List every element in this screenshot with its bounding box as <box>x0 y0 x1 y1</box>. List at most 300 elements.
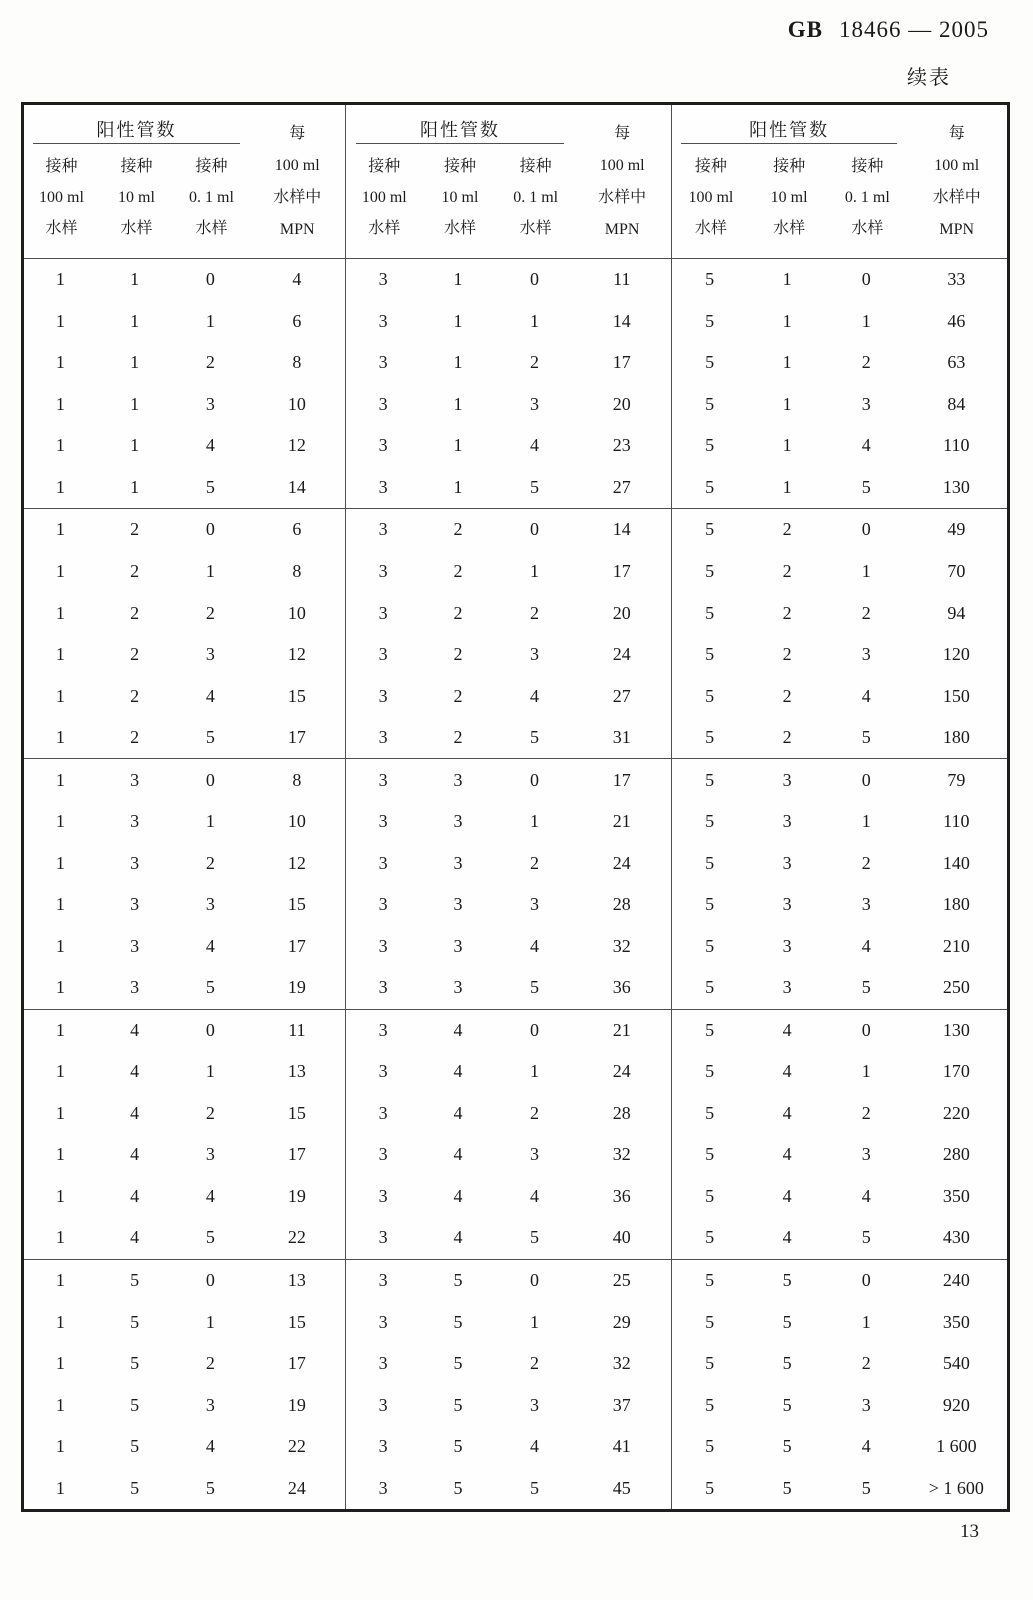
table-cell: 3 <box>782 894 792 915</box>
table-cell: 1 <box>55 644 65 665</box>
table-cell: 3 <box>205 1394 215 1415</box>
table-cell: 2 <box>205 1102 215 1123</box>
table-cell: 4 <box>130 1061 140 1082</box>
table-row <box>24 425 345 467</box>
table-row <box>346 758 670 801</box>
table-cell: 4 <box>861 1436 871 1457</box>
table-cell: 130 <box>942 1019 970 1040</box>
positive-tubes-header <box>672 105 907 258</box>
table-cell: 0 <box>205 1019 215 1040</box>
table-cell: 3 <box>378 1353 388 1374</box>
table-cell: 3 <box>130 894 140 915</box>
table-cell: 4 <box>530 435 540 456</box>
table-row <box>346 384 670 426</box>
table-cell: 5 <box>705 352 715 373</box>
table-cell: 3 <box>861 644 871 665</box>
table-row <box>672 1176 1007 1218</box>
table-row <box>24 551 345 593</box>
table-cell: 5 <box>530 1227 540 1248</box>
table-row <box>24 1051 345 1093</box>
table-cell: 22 <box>287 1227 306 1248</box>
table-row <box>24 259 345 301</box>
table-cell: 1 <box>55 519 65 540</box>
table-cell: 1 <box>530 1311 540 1332</box>
table-cell: 1 <box>55 1102 65 1123</box>
table-cell: 350 <box>942 1185 970 1206</box>
table-cell: 4 <box>530 685 540 706</box>
table-cell: 24 <box>612 644 631 665</box>
table-cell: 3 <box>378 1102 388 1123</box>
table-cell: 1 <box>55 1061 65 1082</box>
table-row <box>672 1093 1007 1135</box>
table-cell: 5 <box>130 1477 140 1498</box>
table-row <box>672 551 1007 593</box>
table-cell: 2 <box>130 602 140 623</box>
table-row <box>672 1384 1007 1426</box>
table-row <box>672 467 1007 509</box>
table-row <box>346 926 670 968</box>
table-cell: 1 <box>130 310 140 331</box>
group-body <box>346 259 670 1509</box>
table-cell: 5 <box>705 1394 715 1415</box>
table-cell: 3 <box>378 811 388 832</box>
table-cell: 110 <box>943 811 970 832</box>
table-group <box>345 105 670 1509</box>
table-cell: 4 <box>782 1102 792 1123</box>
table-cell: 3 <box>378 1227 388 1248</box>
table-cell: 4 <box>205 435 215 456</box>
table-cell: 3 <box>130 977 140 998</box>
table-cell: 1 <box>130 393 140 414</box>
continued-table-label: 续表 <box>907 67 951 89</box>
table-cell: 240 <box>942 1270 970 1291</box>
table-cell: 1 <box>55 1394 65 1415</box>
table-cell: 4 <box>130 1019 140 1040</box>
table-cell: 3 <box>130 811 140 832</box>
table-cell: 1 <box>861 1061 871 1082</box>
table-cell: 5 <box>782 1436 792 1457</box>
table-cell: 3 <box>530 1144 540 1165</box>
table-cell: 3 <box>378 852 388 873</box>
table-cell: 37 <box>612 1394 631 1415</box>
table-cell: 5 <box>705 1019 715 1040</box>
table-cell: 3 <box>782 852 792 873</box>
table-row <box>24 967 345 1009</box>
table-cell: 3 <box>453 894 463 915</box>
table-row <box>346 1426 670 1468</box>
table-cell: 3 <box>378 602 388 623</box>
table-cell: 5 <box>705 811 715 832</box>
table-cell: 1 <box>130 269 140 290</box>
positive-tubes-title: 阳性管数 <box>96 120 177 140</box>
table-cell: 4 <box>453 1061 463 1082</box>
table-cell: 2 <box>453 685 463 706</box>
standard-number-prefix: GB <box>787 17 823 42</box>
table-cell: 0 <box>861 1019 871 1040</box>
group-header <box>672 105 1007 259</box>
table-row <box>24 301 345 343</box>
table-cell: 5 <box>705 1477 715 1498</box>
table-cell: 36 <box>612 977 631 998</box>
table-cell: 3 <box>205 393 215 414</box>
table-cell: 3 <box>861 1394 871 1415</box>
table-cell: 4 <box>782 1227 792 1248</box>
positive-tubes-header <box>346 105 573 258</box>
table-cell: 4 <box>861 435 871 456</box>
table-row <box>346 467 670 509</box>
table-cell: 1 <box>55 476 65 497</box>
table-cell: 3 <box>378 1394 388 1415</box>
table-cell: 1 <box>130 435 140 456</box>
table-cell: 1 <box>55 852 65 873</box>
table-row <box>24 1176 345 1218</box>
table-cell: 2 <box>130 644 140 665</box>
table-cell: 5 <box>782 1477 792 1498</box>
table-cell: 4 <box>205 1185 215 1206</box>
table-row <box>346 259 670 301</box>
table-cell: 2 <box>205 1353 215 1374</box>
table-row <box>24 634 345 676</box>
table-row <box>24 1134 345 1176</box>
group-header <box>346 105 670 259</box>
table-cell: 15 <box>287 894 306 915</box>
table-cell: 1 <box>782 435 792 456</box>
table-cell: 4 <box>130 1227 140 1248</box>
table-cell: 1 <box>55 1311 65 1332</box>
column-header: 接种 0. 1 ml 水样 <box>189 158 234 237</box>
table-cell: 19 <box>287 1185 306 1206</box>
table-cell: 4 <box>782 1185 792 1206</box>
mpn-column-header: 每 100 ml 水样中 MPN <box>598 125 647 238</box>
standard-number-value: 18466 — 2005 <box>839 17 989 42</box>
table-cell: 350 <box>942 1311 970 1332</box>
table-cell: 280 <box>942 1144 970 1165</box>
table-cell: 2 <box>453 519 463 540</box>
table-cell: 4 <box>861 935 871 956</box>
table-cell: 19 <box>287 977 306 998</box>
table-cell: 15 <box>287 1102 306 1123</box>
table-cell: 3 <box>530 393 540 414</box>
table-row <box>24 1426 345 1468</box>
table-cell: 2 <box>782 560 792 581</box>
table-row <box>24 467 345 509</box>
table-row <box>346 1217 670 1259</box>
column-header: 接种 10 ml 水样 <box>441 158 479 237</box>
table-cell: 1 <box>55 727 65 748</box>
positive-tubes-title: 阳性管数 <box>419 120 500 140</box>
table-cell: 1 <box>130 352 140 373</box>
table-cell: 5 <box>705 476 715 497</box>
table-cell: 3 <box>530 894 540 915</box>
table-cell: 4 <box>530 1436 540 1457</box>
table-row <box>672 592 1007 634</box>
table-cell: 32 <box>612 1144 631 1165</box>
table-cell: 2 <box>782 727 792 748</box>
table-cell: 5 <box>705 560 715 581</box>
table-cell: 3 <box>378 1436 388 1457</box>
table-cell: 170 <box>942 1061 970 1082</box>
table-cell: 84 <box>947 393 966 414</box>
table-cell: 3 <box>378 269 388 290</box>
table-cell: 40 <box>612 1227 631 1248</box>
table-cell: 1 <box>530 811 540 832</box>
table-cell: 17 <box>287 1144 306 1165</box>
table-cell: 4 <box>130 1185 140 1206</box>
table-row <box>346 1343 670 1385</box>
table-row <box>24 758 345 801</box>
table-cell: 1 <box>530 560 540 581</box>
table-cell: 1 <box>861 1311 871 1332</box>
table-row <box>24 842 345 884</box>
table-cell: 3 <box>378 1311 388 1332</box>
table-cell: 4 <box>130 1102 140 1123</box>
table-cell: 63 <box>947 352 966 373</box>
table-cell: 1 <box>205 1061 215 1082</box>
table-cell: 32 <box>612 935 631 956</box>
table-cell: 24 <box>287 1477 306 1498</box>
table-cell: 0 <box>530 269 540 290</box>
table-cell: 3 <box>378 977 388 998</box>
table-cell: 10 <box>287 393 306 414</box>
table-cell: 5 <box>705 852 715 873</box>
table-cell: 1 <box>55 435 65 456</box>
table-row <box>24 926 345 968</box>
table-cell: 1 <box>205 560 215 581</box>
table-cell: 14 <box>612 519 631 540</box>
table-cell: 25 <box>612 1270 631 1291</box>
table-row <box>24 1467 345 1509</box>
table-cell: 1 <box>861 310 871 331</box>
table-row <box>346 1301 670 1343</box>
table-row <box>24 1343 345 1385</box>
table-row <box>672 1343 1007 1385</box>
table-cell: 24 <box>612 1061 631 1082</box>
table-cell: 180 <box>942 727 970 748</box>
table-cell: 5 <box>130 1353 140 1374</box>
table-row <box>346 342 670 384</box>
table-row <box>672 926 1007 968</box>
table-cell: 1 <box>55 1185 65 1206</box>
table-cell: 5 <box>705 269 715 290</box>
standard-number <box>788 17 989 43</box>
table-cell: 5 <box>782 1270 792 1291</box>
table-cell: 2 <box>130 685 140 706</box>
table-cell: 31 <box>612 727 631 748</box>
table-cell: 3 <box>130 935 140 956</box>
table-cell: 4 <box>861 1185 871 1206</box>
table-cell: 3 <box>378 476 388 497</box>
table-cell: 12 <box>287 852 306 873</box>
table-cell: 4 <box>130 1144 140 1165</box>
table-row <box>672 508 1007 551</box>
table-cell: 5 <box>705 435 715 456</box>
column-header: 接种 100 ml 水样 <box>39 158 84 237</box>
table-cell: 28 <box>612 894 631 915</box>
table-cell: 6 <box>292 310 302 331</box>
table-row <box>24 1384 345 1426</box>
table-cell: 1 <box>55 393 65 414</box>
table-cell: 5 <box>705 1061 715 1082</box>
table-row <box>346 592 670 634</box>
table-cell: 27 <box>612 685 631 706</box>
table-cell: 27 <box>612 476 631 497</box>
table-cell: 1 <box>453 393 463 414</box>
table-cell: 5 <box>205 476 215 497</box>
table-cell: 5 <box>705 1102 715 1123</box>
table-cell: 1 <box>782 269 792 290</box>
table-cell: 36 <box>612 1185 631 1206</box>
table-cell: 5 <box>453 1353 463 1374</box>
table-cell: 3 <box>378 1477 388 1498</box>
table-cell: 5 <box>705 1436 715 1457</box>
table-cell: 3 <box>782 935 792 956</box>
table-row <box>24 342 345 384</box>
table-row <box>24 592 345 634</box>
table-cell: 1 <box>55 1227 65 1248</box>
table-cell: 1 <box>55 769 65 790</box>
table-cell: 5 <box>205 977 215 998</box>
table-cell: 5 <box>530 977 540 998</box>
table-cell: 2 <box>861 1102 871 1123</box>
table-cell: 1 <box>55 811 65 832</box>
table-cell: 5 <box>205 1477 215 1498</box>
table-cell: > 1 600 <box>928 1477 984 1498</box>
table-cell: 5 <box>861 1227 871 1248</box>
table-row <box>672 801 1007 843</box>
column-header: 接种 10 ml 水样 <box>118 158 155 237</box>
table-cell: 5 <box>782 1353 792 1374</box>
table-row <box>672 384 1007 426</box>
table-row <box>672 717 1007 759</box>
table-row <box>672 675 1007 717</box>
table-cell: 5 <box>453 1394 463 1415</box>
table-cell: 3 <box>378 352 388 373</box>
table-cell: 1 <box>55 935 65 956</box>
positive-tubes-title: 阳性管数 <box>749 120 830 140</box>
table-cell: 3 <box>130 769 140 790</box>
sub-column-headers <box>24 151 249 244</box>
table-row <box>24 1259 345 1302</box>
table-cell: 21 <box>612 1019 631 1040</box>
table-row <box>24 1217 345 1259</box>
table-cell: 3 <box>378 393 388 414</box>
table-row <box>346 1384 670 1426</box>
table-cell: 5 <box>453 1477 463 1498</box>
table-cell: 5 <box>705 727 715 748</box>
column-header: 接种 100 ml 水样 <box>361 158 407 237</box>
table-cell: 0 <box>530 519 540 540</box>
table-row <box>346 508 670 551</box>
table-cell: 140 <box>942 852 970 873</box>
table-cell: 110 <box>943 435 970 456</box>
sub-column-headers <box>346 151 573 244</box>
table-cell: 4 <box>530 1185 540 1206</box>
table-cell: 1 <box>205 1311 215 1332</box>
table-cell: 130 <box>942 476 970 497</box>
table-row <box>346 1467 670 1509</box>
mpn-table <box>21 102 1010 1512</box>
table-cell: 14 <box>612 310 631 331</box>
table-cell: 5 <box>705 1353 715 1374</box>
table-cell: 70 <box>947 560 966 581</box>
table-cell: 13 <box>287 1061 306 1082</box>
table-cell: 20 <box>612 393 631 414</box>
table-cell: 3 <box>453 977 463 998</box>
table-cell: 4 <box>782 1061 792 1082</box>
table-row <box>346 1093 670 1135</box>
column-header: 接种 10 ml 水样 <box>770 158 808 237</box>
table-cell: 1 <box>55 685 65 706</box>
table-cell: 8 <box>292 769 302 790</box>
table-cell: 4 <box>292 269 302 290</box>
table-cell: 5 <box>130 1436 140 1457</box>
table-cell: 20 <box>612 602 631 623</box>
table-row <box>346 551 670 593</box>
table-cell: 10 <box>287 602 306 623</box>
table-cell: 94 <box>947 602 966 623</box>
table-cell: 1 <box>861 560 871 581</box>
table-row <box>346 1176 670 1218</box>
table-cell: 5 <box>861 727 871 748</box>
table-cell: 1 <box>55 1436 65 1457</box>
table-group <box>24 105 345 1509</box>
table-cell: 5 <box>861 977 871 998</box>
table-cell: 3 <box>378 560 388 581</box>
table-cell: 2 <box>453 560 463 581</box>
table-cell: 3 <box>205 644 215 665</box>
table-cell: 1 <box>530 310 540 331</box>
table-cell: 22 <box>287 1436 306 1457</box>
table-cell: 3 <box>378 894 388 915</box>
table-row <box>672 1217 1007 1259</box>
table-cell: 0 <box>530 1019 540 1040</box>
table-cell: 3 <box>130 852 140 873</box>
table-cell: 1 <box>55 602 65 623</box>
table-row <box>672 967 1007 1009</box>
table-cell: 2 <box>861 352 871 373</box>
table-cell: 3 <box>378 769 388 790</box>
table-cell: 24 <box>612 852 631 873</box>
table-cell: 1 <box>782 352 792 373</box>
table-cell: 4 <box>453 1102 463 1123</box>
table-cell: 2 <box>530 1353 540 1374</box>
table-cell: 5 <box>453 1311 463 1332</box>
table-cell: 4 <box>861 685 871 706</box>
table-cell: 1 <box>453 269 463 290</box>
table-cell: 5 <box>453 1270 463 1291</box>
table-cell: 49 <box>947 519 966 540</box>
table-cell: 180 <box>942 894 970 915</box>
table-cell: 2 <box>861 852 871 873</box>
mpn-column-header: 每 100 ml 水样中 MPN <box>273 125 322 238</box>
table-cell: 17 <box>287 727 306 748</box>
table-cell: 17 <box>612 769 631 790</box>
table-cell: 1 <box>55 1144 65 1165</box>
table-cell: 3 <box>378 1061 388 1082</box>
table-cell: 3 <box>378 644 388 665</box>
table-cell: 3 <box>861 894 871 915</box>
table-cell: 5 <box>705 1270 715 1291</box>
table-group <box>671 105 1007 1509</box>
table-cell: 2 <box>782 685 792 706</box>
table-cell: 5 <box>782 1394 792 1415</box>
table-cell: 33 <box>947 269 966 290</box>
table-cell: 5 <box>530 727 540 748</box>
table-cell: 17 <box>612 352 631 373</box>
table-cell: 4 <box>453 1019 463 1040</box>
table-cell: 12 <box>287 435 306 456</box>
table-cell: 5 <box>705 977 715 998</box>
